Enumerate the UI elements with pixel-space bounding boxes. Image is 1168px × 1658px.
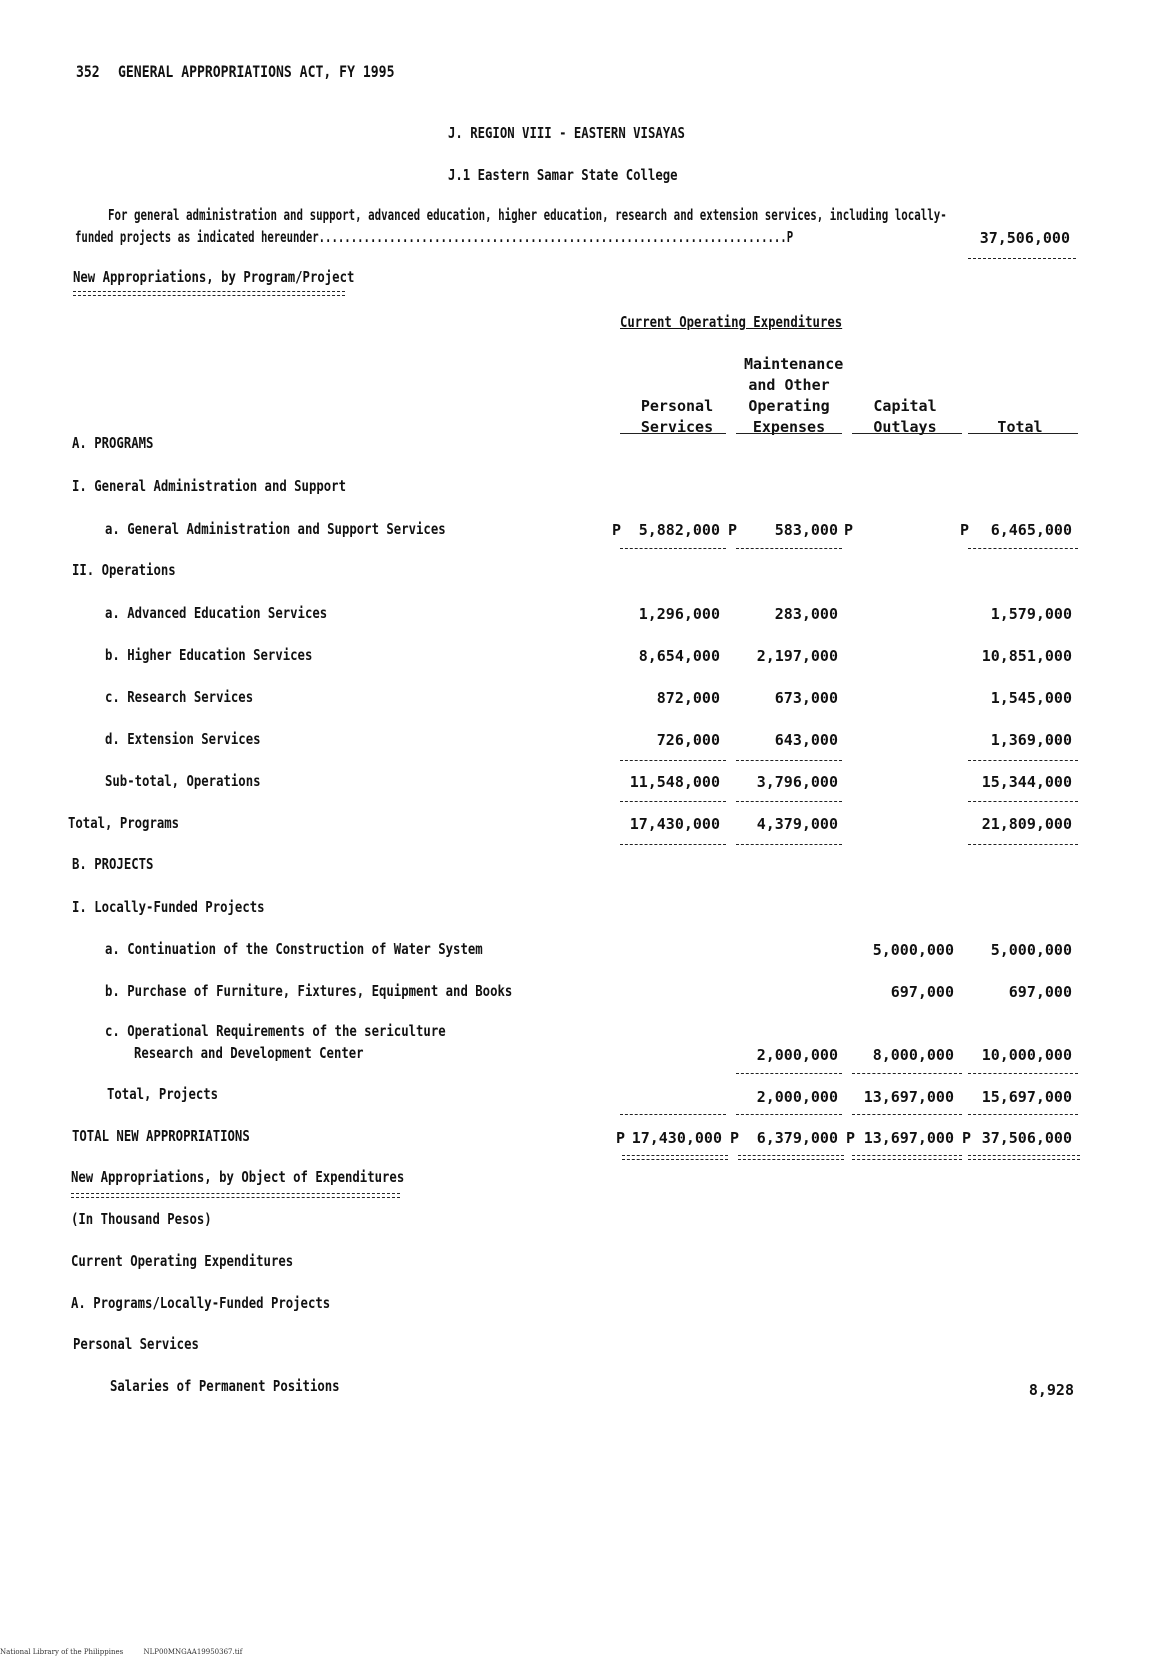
row-gas-a-label: a. General Administration and Support Services <box>105 520 446 538</box>
currency-p: P <box>846 1129 856 1147</box>
double-rule <box>968 1155 1080 1160</box>
ops-c-mooe: 673,000 <box>774 689 838 707</box>
ops-a-ps: 1,296,000 <box>638 605 720 623</box>
ops-c-ps: 872,000 <box>656 689 720 707</box>
page-number: 352 <box>76 62 100 81</box>
rule <box>968 548 1078 549</box>
purpose-rule <box>968 258 1076 259</box>
footer-library: National Library of the Philippines <box>0 1648 124 1656</box>
prog-total-total: 21,809,000 <box>981 815 1072 833</box>
footer-file: NLP00MNGAA19950367.tif <box>143 1648 243 1656</box>
object-salaries-label: Salaries of Permanent Positions <box>110 1377 340 1395</box>
gas-a-mooe: 583,000 <box>774 521 838 539</box>
ops-d-total: 1,369,000 <box>990 731 1072 749</box>
rule <box>620 801 726 802</box>
row-lfp-c-label-2: Research and Development Center <box>134 1044 364 1062</box>
currency-p: P <box>730 1129 740 1147</box>
object-heading: New Appropriations, by Object of Expenditures <box>71 1168 405 1186</box>
proj-total-co: 13,697,000 <box>863 1088 954 1106</box>
row-lfp-a-label: a. Continuation of the Construction of Water System <box>105 940 483 958</box>
ops-d-ps: 726,000 <box>656 731 720 749</box>
object-coe: Current Operating Expenditures <box>71 1252 294 1270</box>
double-rule <box>622 1155 728 1160</box>
gas-a-ps: 5,882,000 <box>638 521 720 539</box>
rule <box>968 801 1078 802</box>
col-mooe-4: Expenses <box>752 418 826 436</box>
rule <box>852 1073 962 1074</box>
rule <box>736 844 842 845</box>
ops-a-total: 1,579,000 <box>990 605 1072 623</box>
ops-sub-mooe: 3,796,000 <box>756 773 838 791</box>
ops-a-mooe: 283,000 <box>774 605 838 623</box>
ops-sub-total: 15,344,000 <box>981 773 1072 791</box>
ops-b-ps: 8,654,000 <box>638 647 720 665</box>
col-rule-total <box>968 433 1078 434</box>
row-ops-d-label: d. Extension Services <box>105 730 261 748</box>
proj-total-mooe: 2,000,000 <box>756 1088 838 1106</box>
col-mooe-1: Maintenance <box>744 355 844 373</box>
prog-total-mooe: 4,379,000 <box>756 815 838 833</box>
grand-total-mooe: 6,379,000 <box>756 1129 838 1147</box>
ops-c-total: 1,545,000 <box>990 689 1072 707</box>
region-title: J. REGION VIII - EASTERN VISAYAS <box>448 124 685 142</box>
row-lfp: I. Locally-Funded Projects <box>72 898 265 916</box>
col-rule-ps <box>620 433 726 434</box>
currency-p: P <box>962 1129 972 1147</box>
col-total: Total <box>997 418 1043 436</box>
lfp-a-co: 5,000,000 <box>872 941 954 959</box>
section-heading-rule <box>73 291 345 296</box>
row-prog-total-label: Total, Programs <box>68 814 180 832</box>
lfp-b-total: 697,000 <box>1008 983 1072 1001</box>
col-rule-co <box>852 433 962 434</box>
col-personal-1: Personal <box>640 397 714 415</box>
prog-total-ps: 17,430,000 <box>629 815 720 833</box>
scan-footer <box>0 1648 242 1656</box>
object-ps: Personal Services <box>73 1335 199 1353</box>
ops-b-mooe: 2,197,000 <box>756 647 838 665</box>
col-mooe-3: Operating <box>748 397 830 415</box>
object-programs: A. Programs/Locally-Funded Projects <box>71 1294 331 1312</box>
grand-total-total: 37,506,000 <box>981 1129 1072 1147</box>
column-group-label: Current Operating Expenditures <box>620 313 843 331</box>
lfp-c-total: 10,000,000 <box>981 1046 1072 1064</box>
row-ops-b-label: b. Higher Education Services <box>105 646 313 664</box>
double-rule <box>738 1155 844 1160</box>
rule <box>620 1114 726 1115</box>
row-ops-c-label: c. Research Services <box>105 688 254 706</box>
row-gas: I. General Administration and Support <box>72 477 346 495</box>
rule <box>620 844 726 845</box>
purpose-line-2: funded projects as indicated hereunder.........................................................................P <box>75 228 794 246</box>
row-proj-total-label: Total, Projects <box>107 1085 219 1103</box>
running-title: GENERAL APPROPRIATIONS ACT, FY 1995 <box>118 62 395 81</box>
currency-p: P <box>728 521 738 539</box>
rule <box>968 1073 1078 1074</box>
col-capital-2: Outlays <box>873 418 937 436</box>
grand-total-co: 13,697,000 <box>863 1129 954 1147</box>
col-capital-1: Capital <box>873 397 937 415</box>
currency-p: P <box>844 521 854 539</box>
currency-p: P <box>612 521 622 539</box>
row-lfp-b-label: b. Purchase of Furniture, Fixtures, Equipment and Books <box>105 982 513 1000</box>
object-heading-rule <box>71 1193 400 1198</box>
rule <box>968 760 1078 761</box>
rule <box>620 548 726 549</box>
row-programs: A. PROGRAMS <box>72 434 154 452</box>
row-ops-a-label: a. Advanced Education Services <box>105 604 328 622</box>
object-unit: (In Thousand Pesos) <box>71 1210 212 1228</box>
lfp-a-total: 5,000,000 <box>990 941 1072 959</box>
proj-total-total: 15,697,000 <box>981 1088 1072 1106</box>
object-salaries-amount: 8,928 <box>1028 1381 1074 1399</box>
rule <box>968 844 1078 845</box>
row-ops-sub-label: Sub-total, Operations <box>105 772 261 790</box>
ops-d-mooe: 643,000 <box>774 731 838 749</box>
col-mooe-2: and Other <box>748 376 830 394</box>
ops-b-total: 10,851,000 <box>981 647 1072 665</box>
currency-p: P <box>616 1129 626 1147</box>
gas-a-total: 6,465,000 <box>990 521 1072 539</box>
currency-p: P <box>960 521 970 539</box>
grand-total-ps: 17,430,000 <box>631 1129 722 1147</box>
row-lfp-c-label-1: c. Operational Requirements of the sericulture <box>105 1022 446 1040</box>
agency-title: J.1 Eastern Samar State College <box>448 166 678 184</box>
rule <box>736 760 842 761</box>
row-ops: II. Operations <box>72 561 176 579</box>
lfp-c-mooe: 2,000,000 <box>756 1046 838 1064</box>
lfp-b-co: 697,000 <box>890 983 954 1001</box>
rule <box>968 1114 1078 1115</box>
ops-sub-ps: 11,548,000 <box>629 773 720 791</box>
rule <box>736 548 842 549</box>
col-personal-2: Services <box>640 418 714 436</box>
row-projects: B. PROJECTS <box>72 855 154 873</box>
section-heading: New Appropriations, by Program/Project <box>73 268 355 286</box>
col-rule-mooe <box>736 433 842 434</box>
rule <box>736 1073 842 1074</box>
rule <box>736 1114 842 1115</box>
purpose-amount: 37,506,000 <box>979 229 1070 247</box>
row-grand-total-label: TOTAL NEW APPROPRIATIONS <box>72 1127 250 1145</box>
rule <box>736 801 842 802</box>
purpose-line-1: For general administration and support, advanced education, higher education, research and extension services, including locally- <box>108 206 947 224</box>
rule <box>852 1114 962 1115</box>
lfp-c-co: 8,000,000 <box>872 1046 954 1064</box>
rule <box>620 760 726 761</box>
double-rule <box>852 1155 962 1160</box>
